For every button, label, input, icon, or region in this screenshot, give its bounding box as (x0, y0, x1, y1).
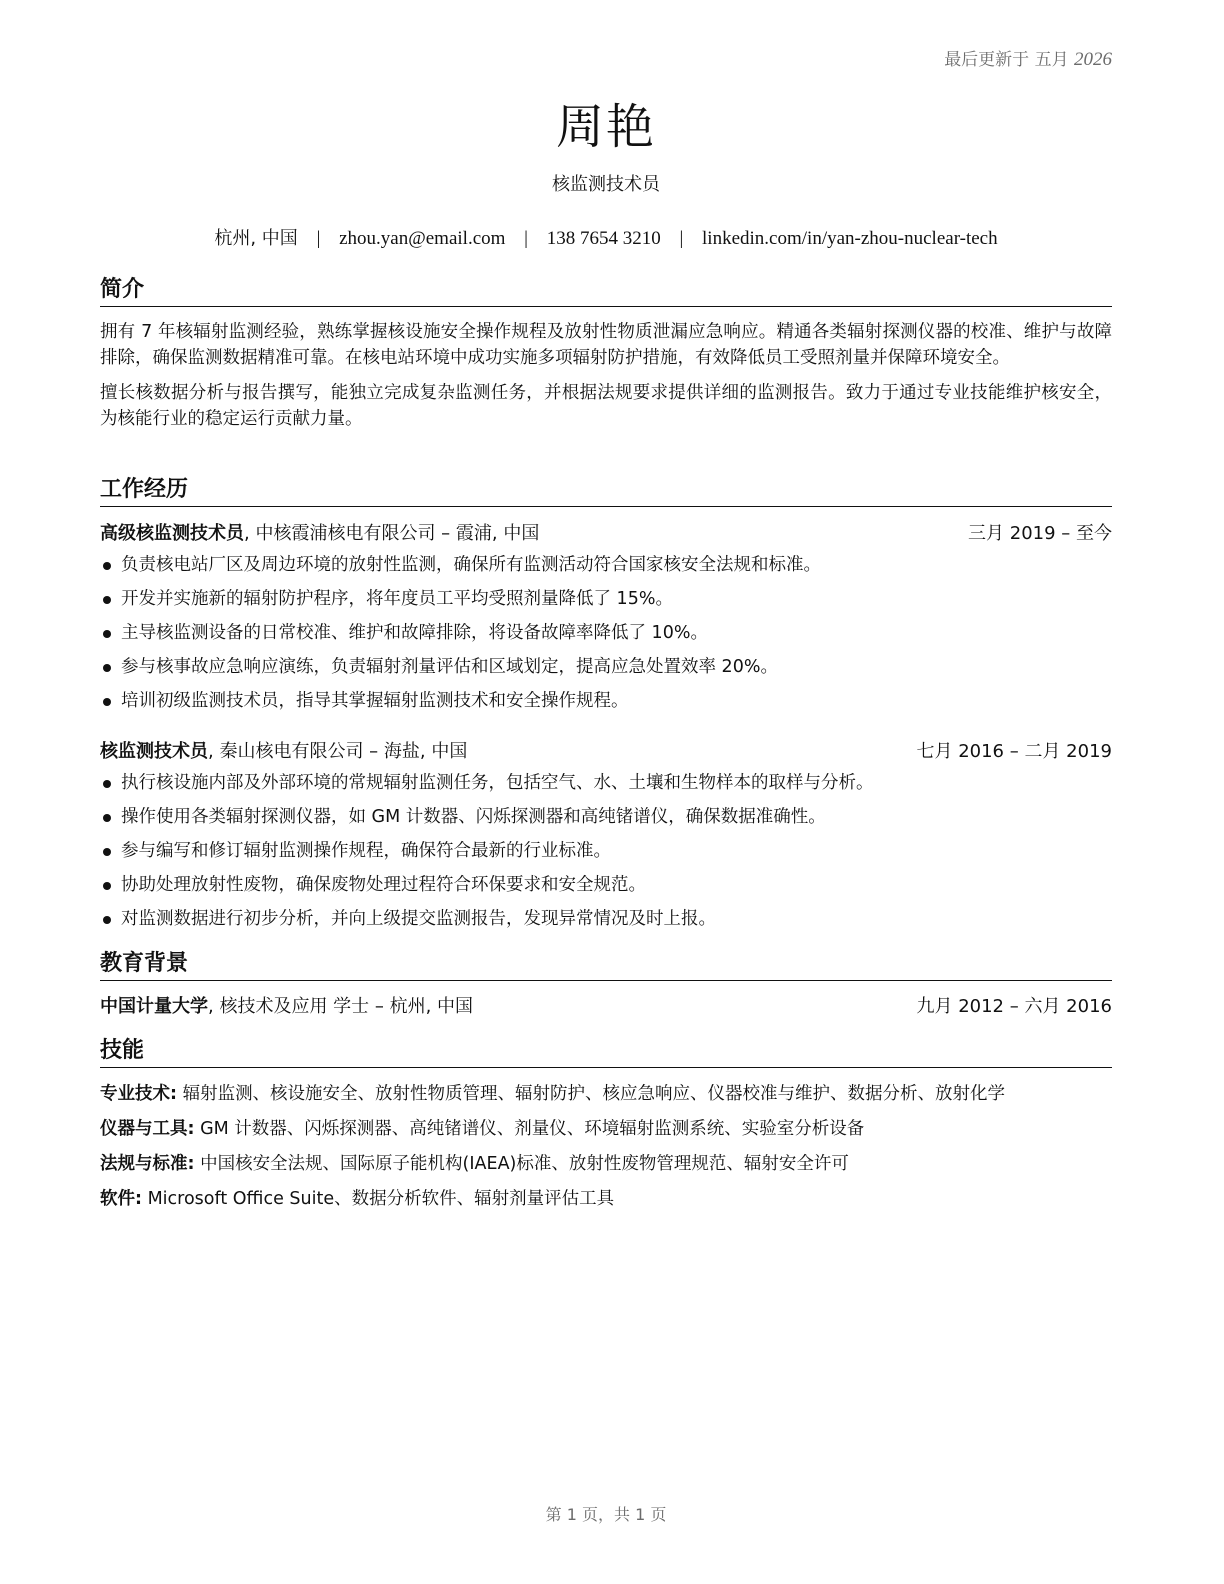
contact-location: 杭州, 中国 (214, 228, 298, 249)
skill-value: 辐射监测、核设施安全、放射性物质管理、辐射防护、核应急响应、仪器校准与维护、数据分析、放射化学 (177, 1084, 1006, 1104)
education-section (100, 950, 1112, 1019)
summary-title: 简介 (100, 276, 1112, 307)
resume-page (100, 0, 1112, 1584)
contact-linkedin-link[interactable]: linkedin.com/in/yan-zhou-nuclear-tech (702, 228, 998, 249)
job-bullet: 参与核事故应急响应演练，负责辐射剂量评估和区域划定，提高应急处置效率 20%。 (100, 650, 1112, 684)
education-title: 教育背景 (100, 950, 1112, 981)
skill-row (100, 1077, 1112, 1112)
contact-separator: | (679, 228, 684, 249)
skill-value: 中国核安全法规、国际原子能机构(IAEA)标准、放射性废物管理规范、辐射安全许可 (194, 1154, 849, 1174)
last-updated-label: 最后更新于 五月 (944, 50, 1069, 70)
job-bullet: 对监测数据进行初步分析，并向上级提交监测报告，发现异常情况及时上报。 (100, 902, 1112, 936)
education-school: 中国计量大学 (100, 996, 208, 1017)
contact-line (100, 224, 1112, 250)
education-entry (100, 995, 1112, 1019)
job-bullet: 执行核设施内部及外部环境的常规辐射监测任务，包括空气、水、土壤和生物样本的取样与分析。 (100, 766, 1112, 800)
contact-separator: | (524, 228, 528, 249)
job-bullet: 操作使用各类辐射探测仪器，如 GM 计数器、闪烁探测器和高纯锗谱仪，确保数据准确性。 (100, 800, 1112, 834)
job-entry (100, 740, 1112, 936)
contact-email-link[interactable]: zhou.yan@email.com (339, 228, 506, 249)
last-updated (944, 45, 1112, 71)
job-dates: 七月 2016 – 二月 2019 (916, 741, 1112, 762)
job-bullet: 开发并实施新的辐射防护程序，将年度员工平均受照剂量降低了 15%。 (100, 582, 1112, 616)
summary-section (100, 276, 1112, 432)
contact-separator: | (316, 228, 321, 249)
summary-paragraph: 擅长核数据分析与报告撰写，能独立完成复杂监测任务，并根据法规要求提供详细的监测报告。致力于通过专业技能维护核安全，为核能行业的稳定运行贡献力量。 (100, 383, 1112, 429)
skill-row (100, 1112, 1112, 1147)
skill-row (100, 1182, 1112, 1217)
skill-label: 软件: (100, 1189, 142, 1209)
job-bullet: 参与编写和修订辐射监测操作规程，确保符合最新的行业标准。 (100, 834, 1112, 868)
skill-value: GM 计数器、闪烁探测器、高纯锗谱仪、剂量仪、环境辐射监测系统、实验室分析设备 (194, 1119, 865, 1139)
candidate-name: 周艳 (555, 99, 656, 155)
job-bullet: 主导核监测设备的日常校准、维护和故障排除，将设备故障率降低了 10%。 (100, 616, 1112, 650)
job-company: , 中核霞浦核电有限公司 – 霞浦, 中国 (244, 523, 540, 544)
last-updated-year: 2026 (1074, 49, 1112, 70)
skills-list (100, 1077, 1112, 1217)
education-dates: 九月 2012 – 六月 2016 (916, 996, 1112, 1017)
summary-paragraph: 拥有 7 年核辐射监测经验，熟练掌握核设施安全操作规程及放射性物质泄漏应急响应。精通各类辐射探测仪器的校准、维护与故障排除，确保监测数据精准可靠。在核电站环境中成功实施多项辐射防护措施，有效降低员工受照剂量并保障环境安全。 (100, 322, 1112, 368)
skills-title: 技能 (100, 1037, 1112, 1068)
job-entry (100, 522, 1112, 718)
skill-label: 仪器与工具: (100, 1119, 195, 1139)
skill-row (100, 1147, 1112, 1182)
job-bullet: 负责核电站厂区及周边环境的放射性监测，确保所有监测活动符合国家核安全法规和标准。 (100, 548, 1112, 582)
experience-section (100, 476, 1112, 936)
skill-label: 专业技术: (100, 1084, 177, 1104)
skill-label: 法规与标准: (100, 1154, 195, 1174)
job-role: 核监测技术员 (100, 741, 208, 762)
job-header (100, 522, 1112, 546)
page-number: 第 1 页，共 1 页 (545, 1505, 667, 1524)
experience-title: 工作经历 (100, 476, 1112, 507)
skills-section (100, 1037, 1112, 1217)
job-bullet: 培训初级监测技术员，指导其掌握辐射监测技术和安全操作规程。 (100, 684, 1112, 718)
job-header (100, 740, 1112, 764)
education-detail: , 核技术及应用 学士 – 杭州, 中国 (208, 996, 474, 1017)
job-role: 高级核监测技术员 (100, 523, 244, 544)
contact-phone: 138 7654 3210 (546, 228, 661, 249)
job-bullets (100, 766, 1112, 936)
job-bullets (100, 548, 1112, 718)
skill-value: Microsoft Office Suite、数据分析软件、辐射剂量评估工具 (142, 1189, 615, 1209)
job-dates: 三月 2019 – 至今 (968, 523, 1112, 544)
job-company: , 秦山核电有限公司 – 海盐, 中国 (208, 741, 468, 762)
candidate-position: 核监测技术员 (552, 174, 660, 195)
job-bullet: 协助处理放射性废物，确保废物处理过程符合环保要求和安全规范。 (100, 868, 1112, 902)
